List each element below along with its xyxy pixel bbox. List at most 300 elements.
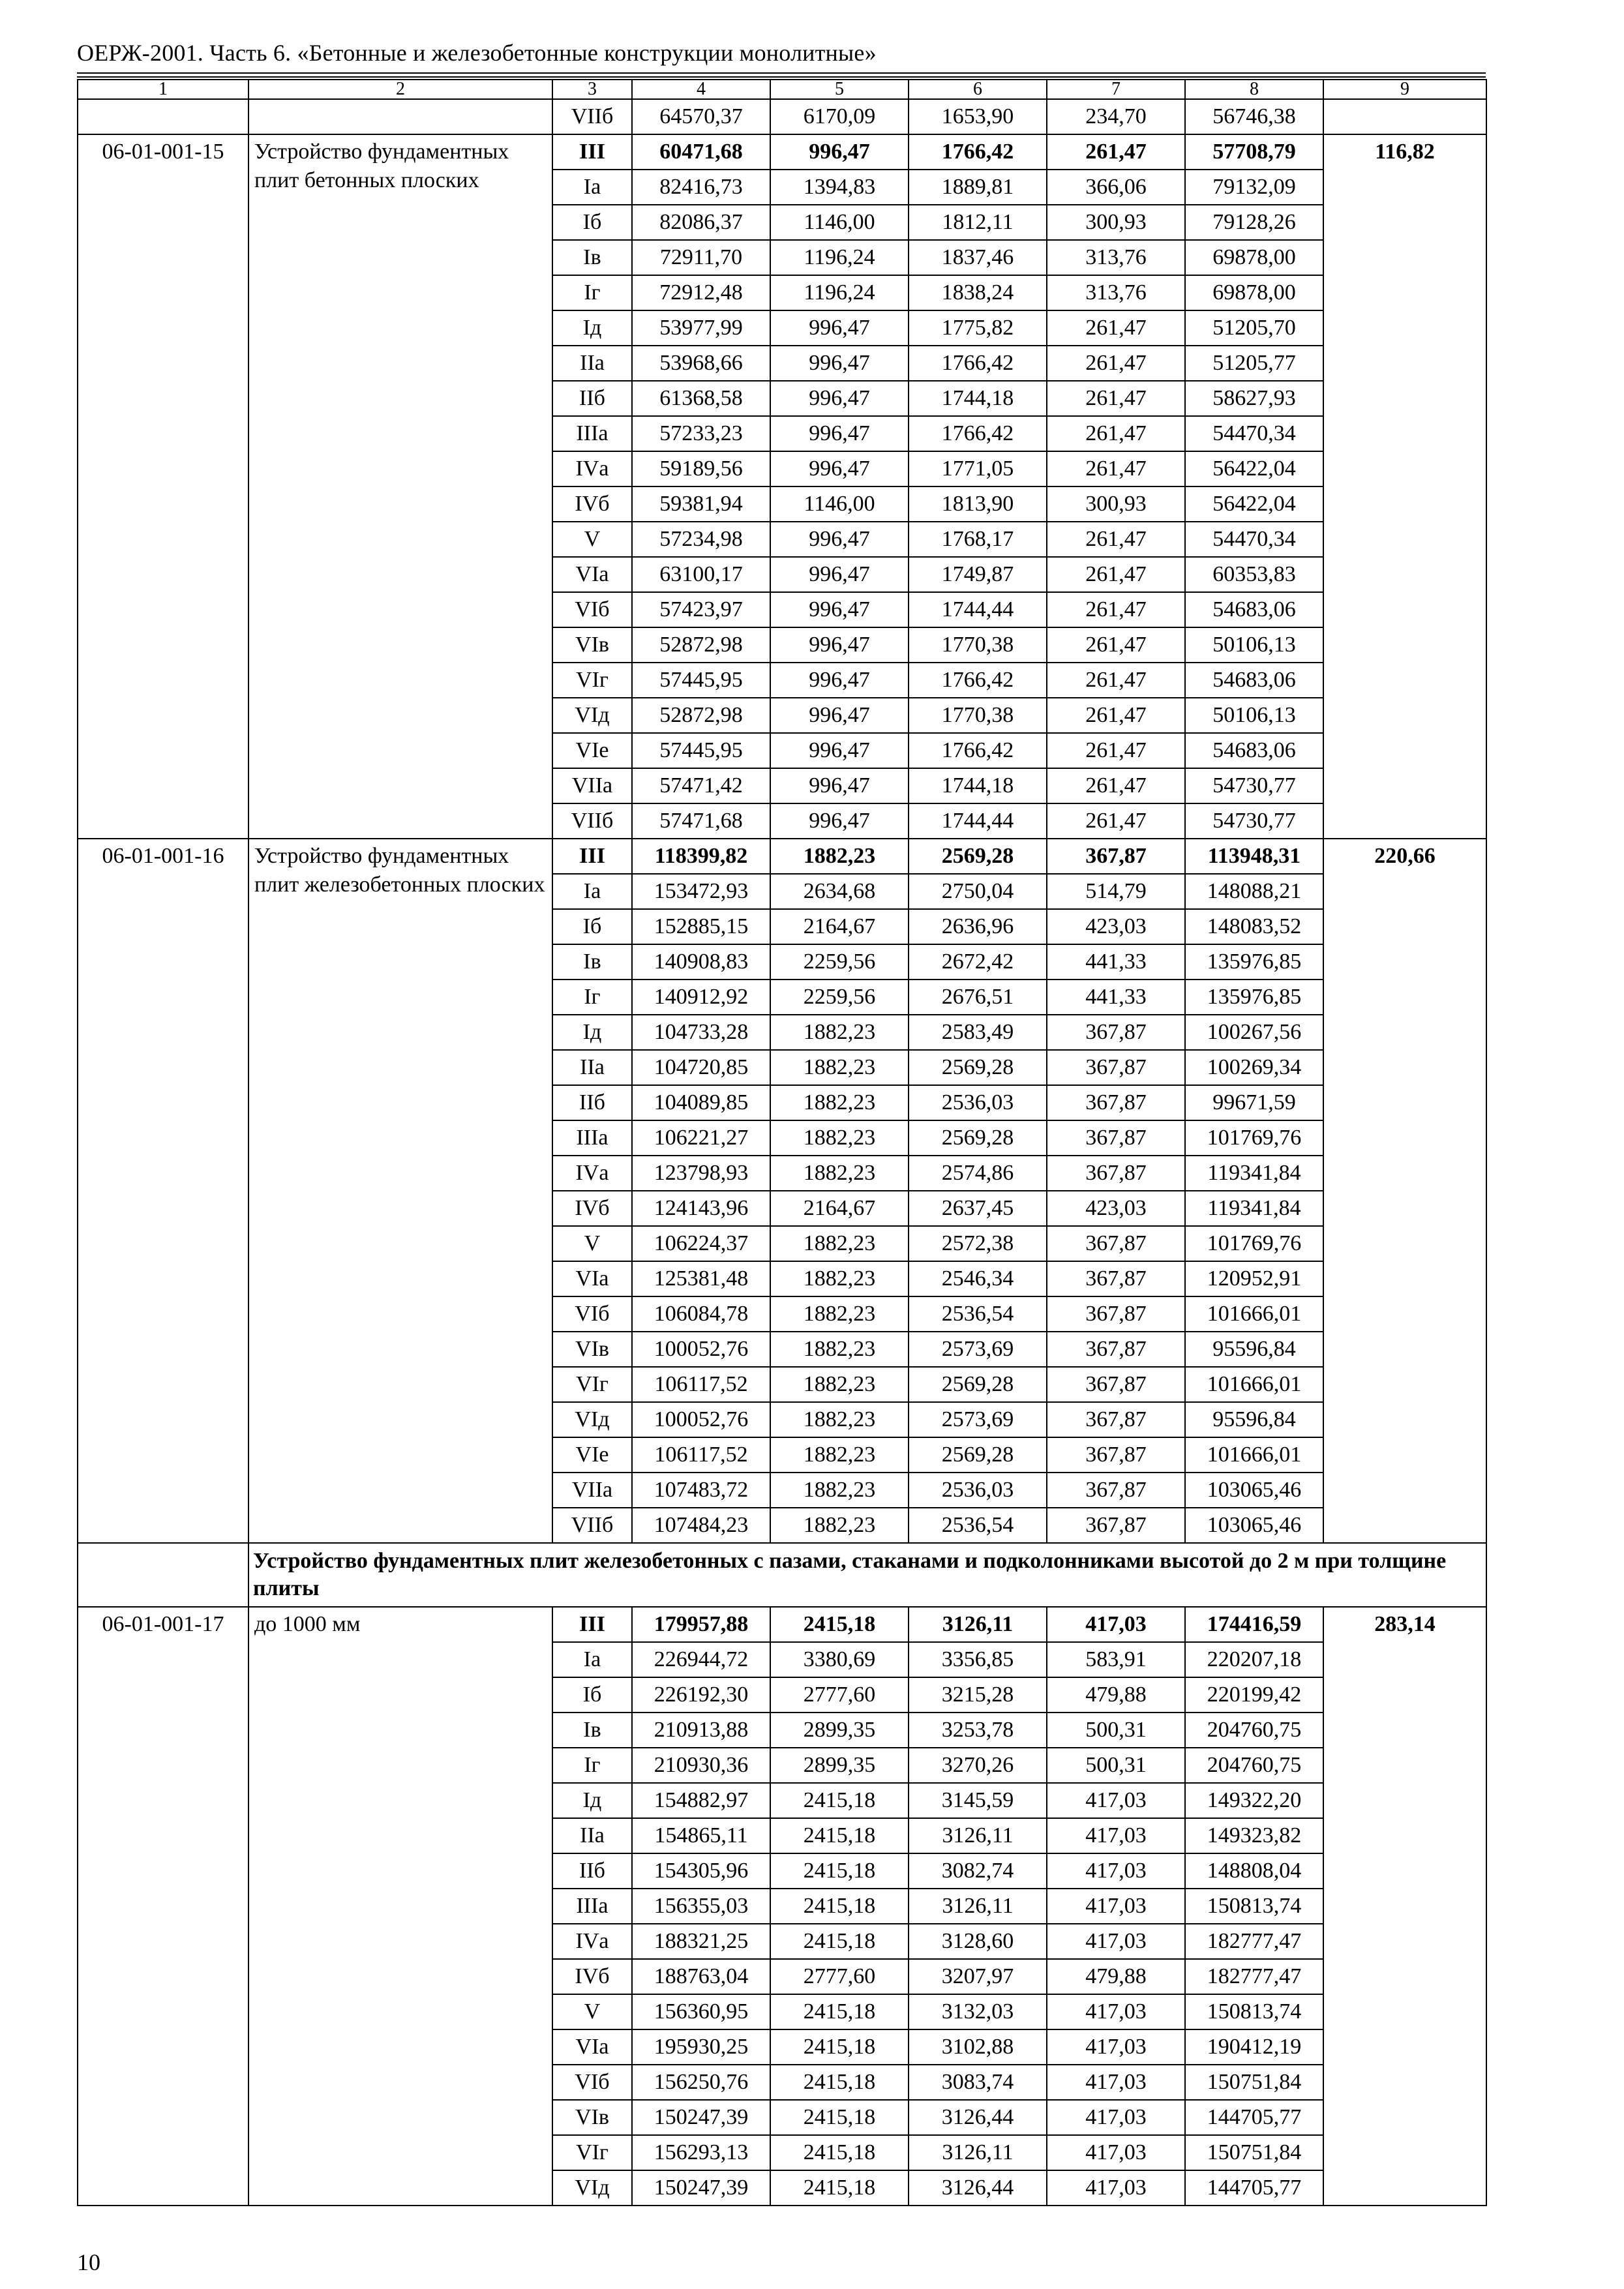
value-cell: 1394,83 xyxy=(770,170,909,205)
value-cell: 123798,93 xyxy=(632,1156,770,1191)
value-cell: 261,47 xyxy=(1047,627,1185,663)
value-cell: 54470,34 xyxy=(1185,416,1323,451)
value-cell: 150247,39 xyxy=(632,2100,770,2135)
zone-cell: III xyxy=(552,839,632,874)
value-cell: 61368,58 xyxy=(632,381,770,416)
value-cell: 149323,82 xyxy=(1185,1818,1323,1853)
value-cell: 54730,77 xyxy=(1185,768,1323,803)
value-cell: 1766,42 xyxy=(909,663,1047,698)
value-cell: 2415,18 xyxy=(770,2100,909,2135)
value-cell: 195930,25 xyxy=(632,2029,770,2065)
value-cell: 1744,44 xyxy=(909,592,1047,627)
value-cell: 57423,97 xyxy=(632,592,770,627)
value-cell: 106084,78 xyxy=(632,1296,770,1332)
zone-cell: IIIа xyxy=(552,1120,632,1156)
value-cell: 6170,09 xyxy=(770,99,909,134)
value-cell: 104089,85 xyxy=(632,1085,770,1120)
value-cell: 2899,35 xyxy=(770,1748,909,1783)
value-cell: 2259,56 xyxy=(770,980,909,1015)
value-cell: 2899,35 xyxy=(770,1713,909,1748)
value-cell: 3253,78 xyxy=(909,1713,1047,1748)
column-number: 5 xyxy=(770,80,909,99)
value-cell: 367,87 xyxy=(1047,1437,1185,1473)
value-cell: 1882,23 xyxy=(770,1015,909,1050)
value-cell: 367,87 xyxy=(1047,1226,1185,1261)
value-cell: 56746,38 xyxy=(1185,99,1323,134)
value-cell: 144705,77 xyxy=(1185,2100,1323,2135)
value-cell: 54730,77 xyxy=(1185,803,1323,839)
value-cell: 2415,18 xyxy=(770,2065,909,2100)
value-cell: 64570,37 xyxy=(632,99,770,134)
value-cell: 261,47 xyxy=(1047,310,1185,346)
value-cell: 1882,23 xyxy=(770,1473,909,1508)
column-number: 8 xyxy=(1185,80,1323,99)
value-cell: 234,70 xyxy=(1047,99,1185,134)
section-title-row xyxy=(78,1543,1486,1607)
value-cell: 2415,18 xyxy=(770,1783,909,1818)
value-cell: 57445,95 xyxy=(632,663,770,698)
value-cell: 367,87 xyxy=(1047,1402,1185,1437)
value-cell: 1146,00 xyxy=(770,205,909,240)
value-cell: 261,47 xyxy=(1047,346,1185,381)
value-cell: 2415,18 xyxy=(770,2170,909,2206)
zone-cell: IIа xyxy=(552,1818,632,1853)
value-cell: 261,47 xyxy=(1047,733,1185,768)
value-cell: 2569,28 xyxy=(909,839,1047,874)
value-cell: 2573,69 xyxy=(909,1332,1047,1367)
value-cell: 1766,42 xyxy=(909,346,1047,381)
value-cell: 2536,54 xyxy=(909,1296,1047,1332)
zone-cell: Iг xyxy=(552,275,632,310)
value-cell: 417,03 xyxy=(1047,2029,1185,2065)
zone-cell: VIа xyxy=(552,2029,632,2065)
value-cell: 1882,23 xyxy=(770,1296,909,1332)
value-cell: 50106,13 xyxy=(1185,698,1323,733)
zone-cell: VIе xyxy=(552,1437,632,1473)
value-cell: 1744,44 xyxy=(909,803,1047,839)
value-cell: 150751,84 xyxy=(1185,2135,1323,2170)
value-cell: 56422,04 xyxy=(1185,451,1323,486)
value-cell: 367,87 xyxy=(1047,1473,1185,1508)
value-cell: 156250,76 xyxy=(632,2065,770,2100)
value-cell: 1813,90 xyxy=(909,486,1047,522)
zone-cell: Iд xyxy=(552,310,632,346)
value-cell: 2569,28 xyxy=(909,1437,1047,1473)
value-cell: 103065,46 xyxy=(1185,1508,1323,1543)
value-cell: 59381,94 xyxy=(632,486,770,522)
value-cell: 100052,76 xyxy=(632,1402,770,1437)
table-row xyxy=(78,99,1486,134)
value-cell: 52872,98 xyxy=(632,627,770,663)
value-cell: 1770,38 xyxy=(909,698,1047,733)
zone-cell: IIб xyxy=(552,381,632,416)
value-cell: 3126,11 xyxy=(909,1607,1047,1642)
value-cell: 417,03 xyxy=(1047,1783,1185,1818)
value-cell: 996,47 xyxy=(770,310,909,346)
value-cell: 220207,18 xyxy=(1185,1642,1323,1677)
section-title: Устройство фундаментных плит железобетонных с пазами, стаканами и подколонниками высотой до 2 м при толщине плиты xyxy=(248,1543,1486,1607)
value-cell: 107484,23 xyxy=(632,1508,770,1543)
page-header: ОЕРЖ-2001. Часть 6. «Бетонные и железобетонные конструкции монолитные» xyxy=(77,40,877,66)
empty-cell xyxy=(1323,99,1486,134)
work-name: до 1000 мм xyxy=(248,1607,552,2206)
value-cell: 2583,49 xyxy=(909,1015,1047,1050)
value-cell: 1768,17 xyxy=(909,522,1047,557)
value-cell: 1770,38 xyxy=(909,627,1047,663)
value-cell: 3082,74 xyxy=(909,1853,1047,1889)
value-cell: 3132,03 xyxy=(909,1994,1047,2029)
value-cell: 417,03 xyxy=(1047,1607,1185,1642)
value-cell: 53977,99 xyxy=(632,310,770,346)
zone-cell: Iб xyxy=(552,1677,632,1713)
value-cell: 210913,88 xyxy=(632,1713,770,1748)
value-cell: 1882,23 xyxy=(770,1050,909,1085)
zone-cell: V xyxy=(552,522,632,557)
value-cell: 261,47 xyxy=(1047,592,1185,627)
value-cell: 2750,04 xyxy=(909,874,1047,909)
value-cell: 1749,87 xyxy=(909,557,1047,592)
zone-cell: V xyxy=(552,1226,632,1261)
value-cell: 56422,04 xyxy=(1185,486,1323,522)
value-cell: 69878,00 xyxy=(1185,240,1323,275)
value-cell: 204760,75 xyxy=(1185,1713,1323,1748)
value-cell: 150813,74 xyxy=(1185,1889,1323,1924)
value-cell: 423,03 xyxy=(1047,1191,1185,1226)
value-cell: 118399,82 xyxy=(632,839,770,874)
column-number-row xyxy=(78,80,1486,99)
work-name: Устройство фундаментных плит железобетонных плоских xyxy=(248,839,552,1543)
zone-cell: Iд xyxy=(552,1015,632,1050)
zone-cell: VIIа xyxy=(552,768,632,803)
value-cell: 367,87 xyxy=(1047,839,1185,874)
value-cell: 57471,42 xyxy=(632,768,770,803)
zone-cell: IVб xyxy=(552,1959,632,1994)
value-cell: 261,47 xyxy=(1047,698,1185,733)
zone-cell: Iв xyxy=(552,240,632,275)
value-cell: 148088,21 xyxy=(1185,874,1323,909)
column-number: 1 xyxy=(78,80,248,99)
value-cell: 261,47 xyxy=(1047,451,1185,486)
value-cell: 124143,96 xyxy=(632,1191,770,1226)
zone-cell: Iа xyxy=(552,1642,632,1677)
zone-cell: IVа xyxy=(552,451,632,486)
value-cell: 367,87 xyxy=(1047,1332,1185,1367)
value-cell: 82086,37 xyxy=(632,205,770,240)
zone-cell: VIб xyxy=(552,1296,632,1332)
labor-cost: 220,66 xyxy=(1323,839,1486,1543)
value-cell: 140908,83 xyxy=(632,944,770,980)
value-cell: 72911,70 xyxy=(632,240,770,275)
value-cell: 2536,54 xyxy=(909,1508,1047,1543)
value-cell: 996,47 xyxy=(770,134,909,170)
zone-cell: VIIб xyxy=(552,803,632,839)
value-cell: 60471,68 xyxy=(632,134,770,170)
value-cell: 104733,28 xyxy=(632,1015,770,1050)
value-cell: 106224,37 xyxy=(632,1226,770,1261)
work-name: Устройство фундаментных плит бетонных плоских xyxy=(248,134,552,839)
column-number: 6 xyxy=(909,80,1047,99)
zone-cell: VIг xyxy=(552,1367,632,1402)
value-cell: 2415,18 xyxy=(770,1994,909,2029)
value-cell: 996,47 xyxy=(770,522,909,557)
column-number: 9 xyxy=(1323,80,1486,99)
zone-cell: IVб xyxy=(552,1191,632,1226)
value-cell: 367,87 xyxy=(1047,1015,1185,1050)
value-cell: 152885,15 xyxy=(632,909,770,944)
value-cell: 103065,46 xyxy=(1185,1473,1323,1508)
value-cell: 135976,85 xyxy=(1185,944,1323,980)
zone-cell: Iв xyxy=(552,1713,632,1748)
value-cell: 2415,18 xyxy=(770,1607,909,1642)
value-cell: 99671,59 xyxy=(1185,1085,1323,1120)
value-cell: 54683,06 xyxy=(1185,663,1323,698)
empty-cell xyxy=(78,99,248,134)
zone-cell: V xyxy=(552,1994,632,2029)
value-cell: 69878,00 xyxy=(1185,275,1323,310)
value-cell: 367,87 xyxy=(1047,1050,1185,1085)
value-cell: 2777,60 xyxy=(770,1959,909,1994)
value-cell: 2415,18 xyxy=(770,2135,909,2170)
empty-cell xyxy=(78,1543,248,1607)
value-cell: 1146,00 xyxy=(770,486,909,522)
value-cell: 150247,39 xyxy=(632,2170,770,2206)
value-cell: 101769,76 xyxy=(1185,1120,1323,1156)
page-number: 10 xyxy=(77,2249,100,2275)
value-cell: 417,03 xyxy=(1047,1889,1185,1924)
value-cell: 1882,23 xyxy=(770,1261,909,1296)
value-cell: 63100,17 xyxy=(632,557,770,592)
value-cell: 261,47 xyxy=(1047,522,1185,557)
table-row xyxy=(78,1607,1486,1642)
value-cell: 113948,31 xyxy=(1185,839,1323,874)
value-cell: 3126,11 xyxy=(909,1889,1047,1924)
empty-cell xyxy=(248,99,552,134)
value-cell: 57708,79 xyxy=(1185,134,1323,170)
value-cell: 300,93 xyxy=(1047,486,1185,522)
value-cell: 57234,98 xyxy=(632,522,770,557)
zone-cell: Iг xyxy=(552,1748,632,1783)
value-cell: 1766,42 xyxy=(909,733,1047,768)
value-cell: 261,47 xyxy=(1047,134,1185,170)
value-cell: 150813,74 xyxy=(1185,1994,1323,2029)
value-cell: 2569,28 xyxy=(909,1367,1047,1402)
value-cell: 119341,84 xyxy=(1185,1191,1323,1226)
value-cell: 2572,38 xyxy=(909,1226,1047,1261)
value-cell: 3207,97 xyxy=(909,1959,1047,1994)
value-cell: 2637,45 xyxy=(909,1191,1047,1226)
value-cell: 367,87 xyxy=(1047,1508,1185,1543)
value-cell: 367,87 xyxy=(1047,1261,1185,1296)
value-cell: 1882,23 xyxy=(770,1226,909,1261)
zone-cell: Iа xyxy=(552,170,632,205)
value-cell: 58627,93 xyxy=(1185,381,1323,416)
value-cell: 3083,74 xyxy=(909,2065,1047,2100)
zone-cell: Iг xyxy=(552,980,632,1015)
zone-cell: VIд xyxy=(552,698,632,733)
value-cell: 125381,48 xyxy=(632,1261,770,1296)
value-cell: 1766,42 xyxy=(909,134,1047,170)
zone-cell: III xyxy=(552,134,632,170)
value-cell: 2259,56 xyxy=(770,944,909,980)
value-cell: 2415,18 xyxy=(770,2029,909,2065)
value-cell: 2676,51 xyxy=(909,980,1047,1015)
value-cell: 366,06 xyxy=(1047,170,1185,205)
zone-cell: IIа xyxy=(552,346,632,381)
value-cell: 144705,77 xyxy=(1185,2170,1323,2206)
value-cell: 2415,18 xyxy=(770,1853,909,1889)
value-cell: 996,47 xyxy=(770,557,909,592)
value-cell: 154882,97 xyxy=(632,1783,770,1818)
value-cell: 3270,26 xyxy=(909,1748,1047,1783)
value-cell: 367,87 xyxy=(1047,1296,1185,1332)
value-cell: 1744,18 xyxy=(909,768,1047,803)
value-cell: 1837,46 xyxy=(909,240,1047,275)
value-cell: 3126,11 xyxy=(909,2135,1047,2170)
value-cell: 514,79 xyxy=(1047,874,1185,909)
value-cell: 996,47 xyxy=(770,381,909,416)
value-cell: 996,47 xyxy=(770,733,909,768)
value-cell: 1882,23 xyxy=(770,1437,909,1473)
value-cell: 2573,69 xyxy=(909,1402,1047,1437)
value-cell: 72912,48 xyxy=(632,275,770,310)
value-cell: 417,03 xyxy=(1047,2065,1185,2100)
value-cell: 2415,18 xyxy=(770,1889,909,1924)
value-cell: 2636,96 xyxy=(909,909,1047,944)
header-rule xyxy=(77,72,1486,74)
value-cell: 182777,47 xyxy=(1185,1959,1323,1994)
value-cell: 2634,68 xyxy=(770,874,909,909)
zone-cell: IVа xyxy=(552,1156,632,1191)
value-cell: 3145,59 xyxy=(909,1783,1047,1818)
value-cell: 261,47 xyxy=(1047,557,1185,592)
zone-cell: VIа xyxy=(552,557,632,592)
value-cell: 500,31 xyxy=(1047,1748,1185,1783)
value-cell: 417,03 xyxy=(1047,1853,1185,1889)
zone-cell: VIIа xyxy=(552,1473,632,1508)
value-cell: 101666,01 xyxy=(1185,1437,1323,1473)
value-cell: 1766,42 xyxy=(909,416,1047,451)
zone-cell: VIIб xyxy=(552,1508,632,1543)
value-cell: 2164,67 xyxy=(770,1191,909,1226)
value-cell: 53968,66 xyxy=(632,346,770,381)
value-cell: 210930,36 xyxy=(632,1748,770,1783)
table-row xyxy=(78,839,1486,874)
value-cell: 2569,28 xyxy=(909,1120,1047,1156)
value-cell: 3128,60 xyxy=(909,1924,1047,1959)
value-cell: 1889,81 xyxy=(909,170,1047,205)
zone-cell: IIIа xyxy=(552,416,632,451)
zone-cell: IIб xyxy=(552,1085,632,1120)
value-cell: 417,03 xyxy=(1047,2170,1185,2206)
value-cell: 500,31 xyxy=(1047,1713,1185,1748)
value-cell: 2415,18 xyxy=(770,1924,909,1959)
value-cell: 54683,06 xyxy=(1185,592,1323,627)
value-cell: 2569,28 xyxy=(909,1050,1047,1085)
value-cell: 1744,18 xyxy=(909,381,1047,416)
value-cell: 1775,82 xyxy=(909,310,1047,346)
value-cell: 1196,24 xyxy=(770,275,909,310)
value-cell: 313,76 xyxy=(1047,240,1185,275)
value-cell: 441,33 xyxy=(1047,944,1185,980)
value-cell: 2536,03 xyxy=(909,1473,1047,1508)
value-cell: 996,47 xyxy=(770,627,909,663)
rate-code: 06-01-001-15 xyxy=(78,134,248,839)
value-cell: 996,47 xyxy=(770,663,909,698)
zone-cell: IIб xyxy=(552,1853,632,1889)
value-cell: 417,03 xyxy=(1047,2100,1185,2135)
value-cell: 226944,72 xyxy=(632,1642,770,1677)
column-number: 2 xyxy=(248,80,552,99)
value-cell: 1882,23 xyxy=(770,1085,909,1120)
value-cell: 261,47 xyxy=(1047,803,1185,839)
value-cell: 156355,03 xyxy=(632,1889,770,1924)
zone-cell: Iа xyxy=(552,874,632,909)
value-cell: 1812,11 xyxy=(909,205,1047,240)
value-cell: 417,03 xyxy=(1047,1818,1185,1853)
zone-cell: VIв xyxy=(552,627,632,663)
value-cell: 1882,23 xyxy=(770,1508,909,1543)
value-cell: 1882,23 xyxy=(770,1402,909,1437)
value-cell: 1882,23 xyxy=(770,1120,909,1156)
rate-code: 06-01-001-17 xyxy=(78,1607,248,2206)
value-cell: 101666,01 xyxy=(1185,1296,1323,1332)
value-cell: 3356,85 xyxy=(909,1642,1047,1677)
value-cell: 3102,88 xyxy=(909,2029,1047,2065)
value-cell: 996,47 xyxy=(770,346,909,381)
value-cell: 51205,70 xyxy=(1185,310,1323,346)
value-cell: 101666,01 xyxy=(1185,1367,1323,1402)
labor-cost: 116,82 xyxy=(1323,134,1486,839)
value-cell: 106221,27 xyxy=(632,1120,770,1156)
value-cell: 156293,13 xyxy=(632,2135,770,2170)
zone-cell: VIв xyxy=(552,1332,632,1367)
zone-cell: IVа xyxy=(552,1924,632,1959)
zone-cell: VIб xyxy=(552,592,632,627)
value-cell: 367,87 xyxy=(1047,1120,1185,1156)
labor-cost: 283,14 xyxy=(1323,1607,1486,2206)
value-cell: 154865,11 xyxy=(632,1818,770,1853)
value-cell: 106117,52 xyxy=(632,1367,770,1402)
value-cell: 3126,44 xyxy=(909,2170,1047,2206)
value-cell: 3215,28 xyxy=(909,1677,1047,1713)
zone-cell: VIIб xyxy=(552,99,632,134)
value-cell: 2777,60 xyxy=(770,1677,909,1713)
value-cell: 57445,95 xyxy=(632,733,770,768)
zone-cell: VIд xyxy=(552,2170,632,2206)
column-number: 4 xyxy=(632,80,770,99)
value-cell: 996,47 xyxy=(770,768,909,803)
value-cell: 996,47 xyxy=(770,592,909,627)
value-cell: 2672,42 xyxy=(909,944,1047,980)
value-cell: 148083,52 xyxy=(1185,909,1323,944)
value-cell: 179957,88 xyxy=(632,1607,770,1642)
value-cell: 190412,19 xyxy=(1185,2029,1323,2065)
value-cell: 996,47 xyxy=(770,803,909,839)
value-cell: 3126,11 xyxy=(909,1818,1047,1853)
value-cell: 135976,85 xyxy=(1185,980,1323,1015)
value-cell: 2415,18 xyxy=(770,1818,909,1853)
value-cell: 60353,83 xyxy=(1185,557,1323,592)
value-cell: 156360,95 xyxy=(632,1994,770,2029)
zone-cell: VIв xyxy=(552,2100,632,2135)
value-cell: 367,87 xyxy=(1047,1085,1185,1120)
value-cell: 3380,69 xyxy=(770,1642,909,1677)
zone-cell: IIа xyxy=(552,1050,632,1085)
value-cell: 59189,56 xyxy=(632,451,770,486)
zone-cell: IVб xyxy=(552,486,632,522)
value-cell: 82416,73 xyxy=(632,170,770,205)
value-cell: 149322,20 xyxy=(1185,1783,1323,1818)
